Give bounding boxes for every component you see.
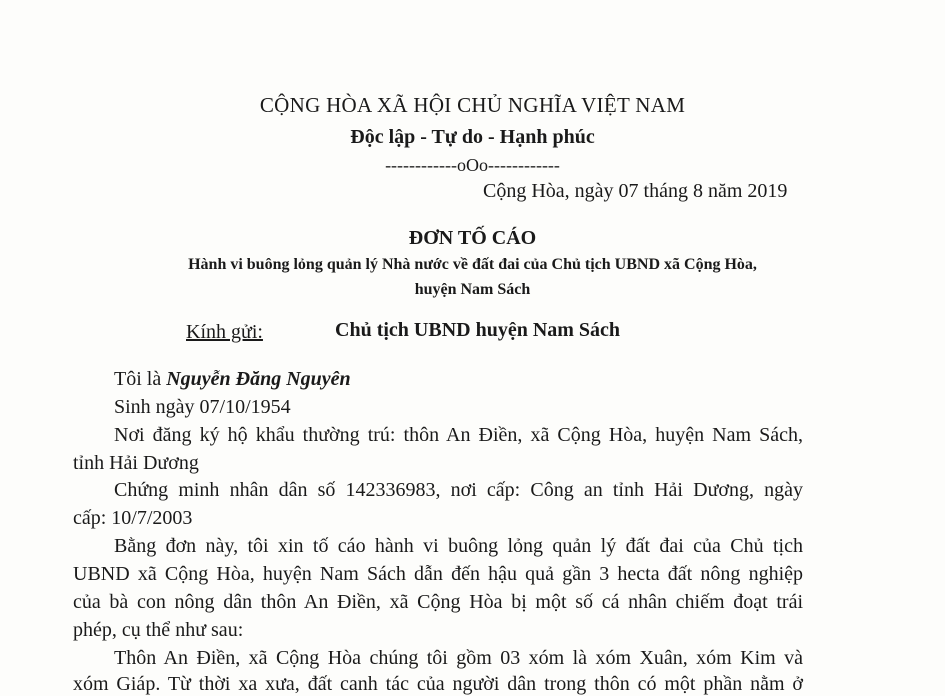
- document-subtitle-line-2: huyện Nam Sách: [414, 281, 531, 298]
- paragraph-1-line-3: của bà con nông dân thôn An Điền, xã Cộng Hòa bị một số cá nhân chiếm đoạt trái: [73, 591, 803, 613]
- intro-prefix: Tôi là: [114, 368, 167, 390]
- residence-line-2: tỉnh Hải Dương: [73, 452, 199, 474]
- paragraph-1-line-2: UBND xã Cộng Hòa, huyện Nam Sách dẫn đến hậu quả gần 3 hecta đất nông nghiệp: [73, 563, 803, 585]
- id-line-2: cấp: 10/7/2003: [73, 507, 193, 529]
- place-date: Cộng Hòa, ngày 07 tháng 8 năm 2019: [483, 180, 788, 202]
- paragraph-2-line-1: Thôn An Điền, xã Cộng Hòa chúng tôi gồm 03 xóm là xóm Xuân, xóm Kim và: [114, 647, 803, 669]
- document-title: ĐƠN TỐ CÁO: [408, 227, 537, 249]
- birth-line: Sinh ngày 07/10/1954: [114, 396, 291, 418]
- residence-line-1: Nơi đăng ký hộ khẩu thường trú: thôn An Điền, xã Cộng Hòa, huyện Nam Sách,: [114, 424, 803, 446]
- paragraph-1-line-1: Bằng đơn này, tôi xin tố cáo hành vi buông lỏng quản lý đất đai của Chủ tịch: [114, 535, 803, 557]
- recipient-label-text: Kính gửi:: [186, 321, 263, 343]
- complainant-name: Nguyễn Đăng Nguyên: [166, 368, 351, 390]
- recipient: Chủ tịch UBND huyện Nam Sách: [335, 319, 621, 341]
- motto-heading: Độc lập - Tự do - Hạnh phúc: [350, 126, 595, 148]
- recipient-label: [186, 321, 263, 344]
- paragraph-1-line-4: phép, cụ thể như sau:: [73, 619, 244, 641]
- header-divider: ------------oOo------------: [385, 155, 560, 175]
- paragraph-2-line-2: xóm Giáp. Từ thời xa xưa, đất canh tác của người dân trong thôn có một phần nằm ở: [73, 673, 803, 695]
- intro-line: [114, 368, 351, 391]
- id-line-1: Chứng minh nhân dân số 142336983, nơi cấp: Công an tỉnh Hải Dương, ngày: [114, 479, 803, 501]
- country-heading: CỘNG HÒA XÃ HỘI CHỦ NGHĨA VIỆT NAM: [259, 93, 686, 117]
- document-subtitle-line-1: Hành vi buông lỏng quản lý Nhà nước về đất đai của Chủ tịch UBND xã Cộng Hòa,: [188, 256, 757, 273]
